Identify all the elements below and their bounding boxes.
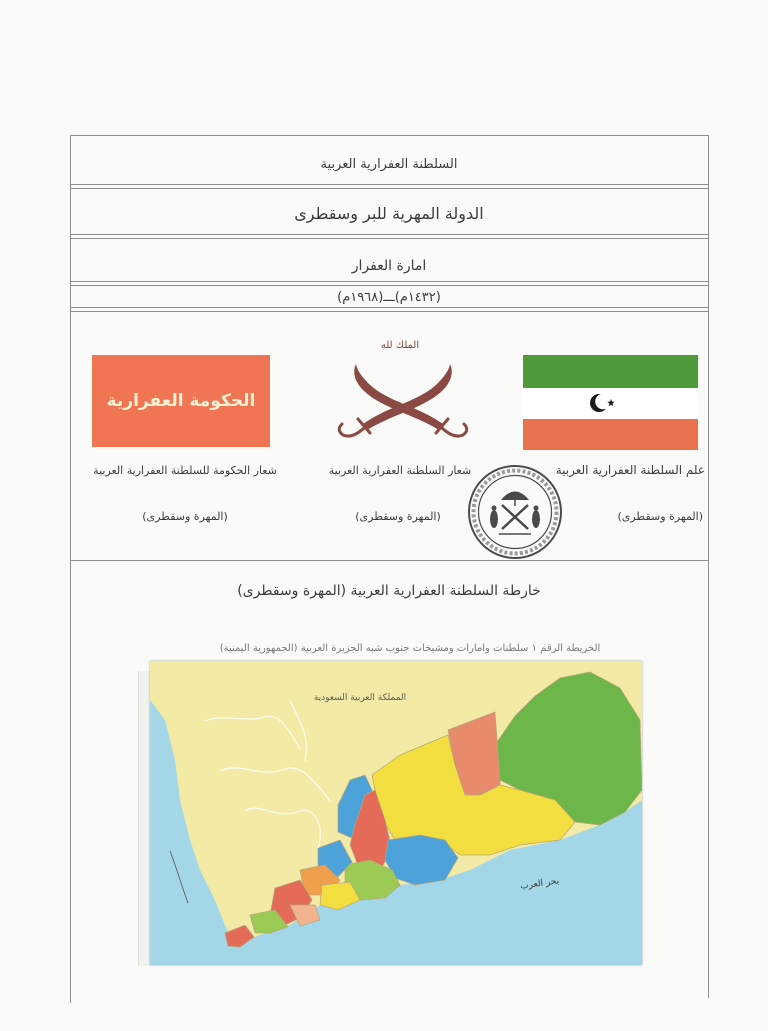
government-logo-label: الحكومة العفرارية xyxy=(106,391,256,411)
map-title: خارطة السلطنة العفرارية العربية (المهرة وسقطرى) xyxy=(237,583,541,599)
row-divider xyxy=(70,234,708,235)
government-subcaption: (المهرة وسقطرى) xyxy=(142,509,228,523)
row-divider xyxy=(70,285,708,286)
flag-subcaption: (المهرة وسقطرى) xyxy=(617,509,703,523)
government-subcaption-row xyxy=(100,507,270,525)
map-caption-row xyxy=(200,640,620,656)
government-caption: شعار الحكومة للسلطنة العفرارية العربية xyxy=(93,463,277,477)
emblem-motto-row xyxy=(340,337,460,353)
symbols-bottom-line xyxy=(70,560,708,561)
sultanate-name: السلطنة العفرارية العربية xyxy=(320,156,458,172)
emblem-subcaption-row xyxy=(330,507,466,525)
emirate-name: امارة العفرار xyxy=(351,258,427,274)
flag-caption: علم السلطنة العفرارية العربية xyxy=(555,463,705,477)
emblem-subcaption: (المهرة وسقطرى) xyxy=(355,509,441,523)
period-row xyxy=(71,287,707,307)
frame-top-line xyxy=(70,135,708,136)
state-name: الدولة المهرية للبر وسقطرى xyxy=(294,203,484,223)
period: (١٤٣٢م)ـــ(١٩٦٨م) xyxy=(337,289,441,305)
crossed-swords-emblem xyxy=(333,362,473,444)
emblem-motto: الملك لله xyxy=(380,339,420,351)
row-divider xyxy=(70,238,708,239)
emblem-caption-row xyxy=(318,461,482,479)
map-caption: الخريطة الرقم ١ سلطنات وامارات ومشيخات جنوب شبه الجزيرة العربية (الجمهورية اليمنية) xyxy=(219,642,601,654)
sultanate-name-row xyxy=(71,145,707,183)
flag-subcaption-row xyxy=(560,507,703,525)
flag-band-top xyxy=(523,355,698,388)
row-divider xyxy=(70,188,708,189)
frame-right-line xyxy=(708,135,709,998)
row-divider xyxy=(70,307,708,308)
flag-band-bottom xyxy=(523,419,698,450)
emblem-caption: شعار السلطنة العفرارية العربية xyxy=(328,463,472,477)
sultanate-flag xyxy=(523,355,698,450)
official-seal xyxy=(466,463,564,561)
row-divider xyxy=(70,311,708,312)
map-label-north: المملكة العربية السعودية xyxy=(313,693,407,703)
map-title-row xyxy=(71,579,707,603)
map-label-sea: بحر العرب xyxy=(519,876,560,892)
government-caption-row xyxy=(74,461,296,479)
emirate-name-row xyxy=(71,248,707,284)
crescent-cutout xyxy=(595,394,611,410)
row-divider xyxy=(70,184,708,185)
map-frame xyxy=(150,661,642,965)
state-name-row xyxy=(71,194,707,232)
sultanates-map xyxy=(150,661,642,965)
government-logo xyxy=(92,355,270,447)
